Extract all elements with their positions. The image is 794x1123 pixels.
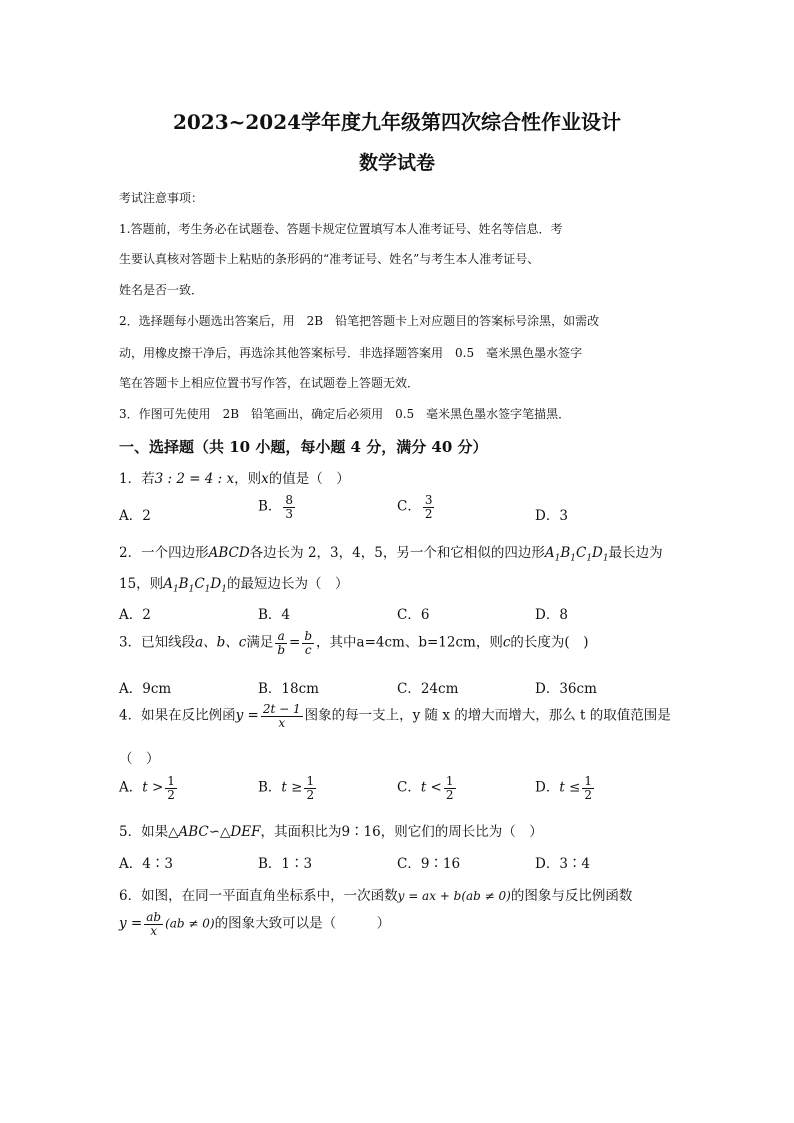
q4-option-b-label: B． [258, 779, 282, 796]
q1-option-c [397, 494, 436, 520]
q4-prefix: 4．如果在反比例函 [119, 707, 236, 724]
q4-option-d-fraction [582, 775, 594, 801]
fraction-numerator: 1 [584, 774, 592, 788]
q4-option-c [397, 775, 458, 801]
q1-expr: 3 : 2 = 4 : x [154, 471, 235, 487]
q6-linear-expr: y = ax + b(ab ≠ 0) [397, 889, 511, 903]
q4-option-c-fraction [444, 775, 456, 801]
q2-text-d: 15，则 [119, 576, 164, 592]
q4-option-d [535, 775, 596, 801]
fraction-numerator: a [275, 630, 287, 644]
q2-quad-name: $A_1B_1C_1D_1$ [544, 545, 609, 564]
fraction-denominator: 2 [584, 787, 592, 802]
q3-mid1: 满足 [246, 634, 274, 651]
q6-cond: (ab ≠ 0) [165, 916, 215, 931]
q2-text-e: 的最短边长为（ ） [226, 576, 349, 592]
q4-y-eq: y = [235, 707, 259, 724]
q3-option-c: C．24cm [397, 681, 459, 697]
q6-fraction [144, 911, 163, 937]
q2-option-c: C．6 [397, 607, 430, 623]
section-heading: 一、选择题（共 10 小题，每小题 4 分，满分 40 分） [119, 438, 488, 456]
notes-heading: 考试注意事项： [119, 191, 204, 205]
q6-text-b: 的图象与反比例函数 [510, 888, 633, 904]
fraction-denominator: c [304, 642, 312, 657]
q3-option-d: D．36cm [535, 681, 597, 697]
q4-fraction [261, 703, 303, 729]
notes-line-4: 2．选择题每小题选出答案后，用 2B 铅笔把答题卡上对应题目的答案标号涂黑，如需改 [119, 314, 600, 328]
fraction-denominator: 2 [424, 506, 433, 521]
exam-subtitle: 数学试卷 [358, 152, 435, 174]
q4-suffix: 图象的每一支上，y 随 x 的增大而增大，那么 t 的取值范围是 [304, 707, 671, 724]
q2-quad-name-2: $A_1B_1C_1D_1$ [163, 576, 227, 595]
q2-text-a: 2．一个四边形 [119, 545, 209, 561]
q3-suffix: 的长度为( ) [510, 634, 589, 651]
q1-option-a: A．2 [119, 508, 151, 524]
q3-c: c [502, 634, 511, 651]
fraction-denominator: x [278, 715, 286, 730]
q3-cond: a=4cm、b=12cm [356, 634, 476, 651]
q3-prefix: 3．已知线段 [119, 634, 196, 651]
q3-eq: = [289, 634, 301, 651]
q4-option-c-rel: t < [420, 779, 442, 796]
q4-option-c-label: C． [397, 779, 421, 796]
q5-mid: ，其面积比为 [260, 824, 342, 840]
q6-y-eq: y = [119, 915, 143, 932]
q5-ratio: 9∶16 [341, 824, 381, 840]
q4-option-a [119, 775, 179, 801]
fraction-denominator: x [150, 923, 158, 938]
fraction-denominator: b [277, 642, 286, 657]
q5-option-c: C．9∶16 [397, 856, 461, 872]
question-4-line-1 [119, 703, 671, 729]
fraction-numerator: 1 [306, 774, 315, 788]
q3-fraction-2 [302, 630, 314, 656]
question-2-line-2 [119, 572, 348, 595]
fraction-denominator: 3 [285, 506, 294, 521]
q1-option-c-fraction [423, 494, 435, 520]
fraction-denominator: 2 [445, 787, 454, 802]
question-4-line-2: （ ） [119, 751, 160, 767]
q1-option-b-fraction [283, 494, 295, 520]
question-1 [119, 467, 350, 487]
q6-text-c: 的图象大致可以是（ ） [214, 915, 391, 932]
q4-option-b-fraction [304, 775, 316, 801]
q1-option-b [258, 494, 297, 520]
q1-mid: ，则 [234, 471, 262, 487]
fraction-numerator: 1 [445, 774, 454, 788]
q3-option-a: A．9cm [119, 681, 172, 697]
notes-line-6: 笔在答题卡上相应位置书写作答，在试题卷上答题无效． [119, 376, 420, 390]
q2-text-c: 最长边为 [608, 545, 663, 561]
q5-option-a: A．4∶3 [119, 856, 173, 872]
q4-option-a-fraction [165, 775, 177, 801]
q2-text-b: 各边长为 2，3，4，5，另一个和它相似的四边形 [249, 545, 545, 561]
question-5 [119, 820, 543, 840]
fraction-numerator: 8 [285, 493, 294, 507]
q5-suffix: ，则它们的周长比为（ ） [380, 824, 543, 840]
question-6-line-2 [119, 911, 390, 937]
q4-option-b [258, 775, 318, 801]
notes-line-7: 3．作图可先使用 2B 铅笔画出，确定后必须用 0.5 毫米黑色墨水签字笔描黑． [119, 407, 571, 421]
fraction-numerator: b [304, 629, 313, 643]
q1-suffix: 的值是（ ） [268, 471, 350, 487]
q2-option-a: A．2 [119, 607, 151, 623]
q4-option-a-rel: t > [142, 779, 164, 796]
notes-line-2: 生要认真核对答题卡上粘贴的条形码的“准考证号、姓名”与考生本人准考证号、 [119, 252, 540, 266]
q3-mid3: ，则 [475, 634, 503, 651]
q4-option-b-rel: t ≥ [281, 779, 303, 796]
q2-option-b: B．4 [258, 607, 291, 623]
q1-option-c-label: C． [397, 498, 421, 515]
q1-var: x [261, 471, 269, 487]
fraction-numerator: 1 [167, 774, 175, 788]
fraction-numerator: 3 [424, 493, 433, 507]
q3-option-b: B．18cm [258, 681, 319, 697]
q4-option-a-label: A． [119, 779, 143, 796]
q1-option-d: D．3 [535, 508, 568, 524]
q5-expr: △ABC∽△DEF [168, 824, 261, 840]
q3-vars: a、b、c [195, 634, 247, 651]
question-3 [119, 630, 588, 656]
question-6-line-1 [119, 884, 632, 904]
question-2-line-1 [119, 541, 663, 564]
exam-title: 2023~2024学年度九年级第四次综合性作业设计 [172, 110, 622, 134]
fraction-denominator: 2 [167, 787, 175, 802]
q5-option-b: B．1∶3 [258, 856, 313, 872]
notes-line-5: 动，用橡皮擦干净后，再选涂其他答案标号．非选择题答案用 0.5 毫米黑色墨水签字 [119, 346, 583, 360]
q5-option-d: D．3∶4 [535, 856, 591, 872]
fraction-numerator: 2t − 1 [262, 702, 301, 716]
fraction-numerator: ab [146, 910, 162, 924]
q2-abcd: ABCD [208, 545, 250, 561]
q5-prefix: 5．如果 [119, 824, 169, 840]
q2-option-d: D．8 [535, 607, 568, 623]
q4-option-d-rel: t ≤ [559, 779, 581, 796]
q1-option-b-label: B． [258, 498, 282, 515]
q4-option-d-label: D． [535, 779, 560, 796]
q3-fraction-1 [275, 630, 287, 656]
q6-text-a: 6．如图，在同一平面直角坐标系中，一次函数 [119, 888, 398, 904]
notes-line-3: 姓名是否一致． [119, 283, 204, 297]
q1-prefix: 1．若 [119, 471, 155, 487]
fraction-denominator: 2 [306, 787, 315, 802]
q3-mid2: ，其中 [316, 634, 357, 651]
notes-line-1: 1.答题前，考生务必在试题卷、答题卡规定位置填写本人准考证号、姓名等信息．考 [119, 222, 563, 236]
